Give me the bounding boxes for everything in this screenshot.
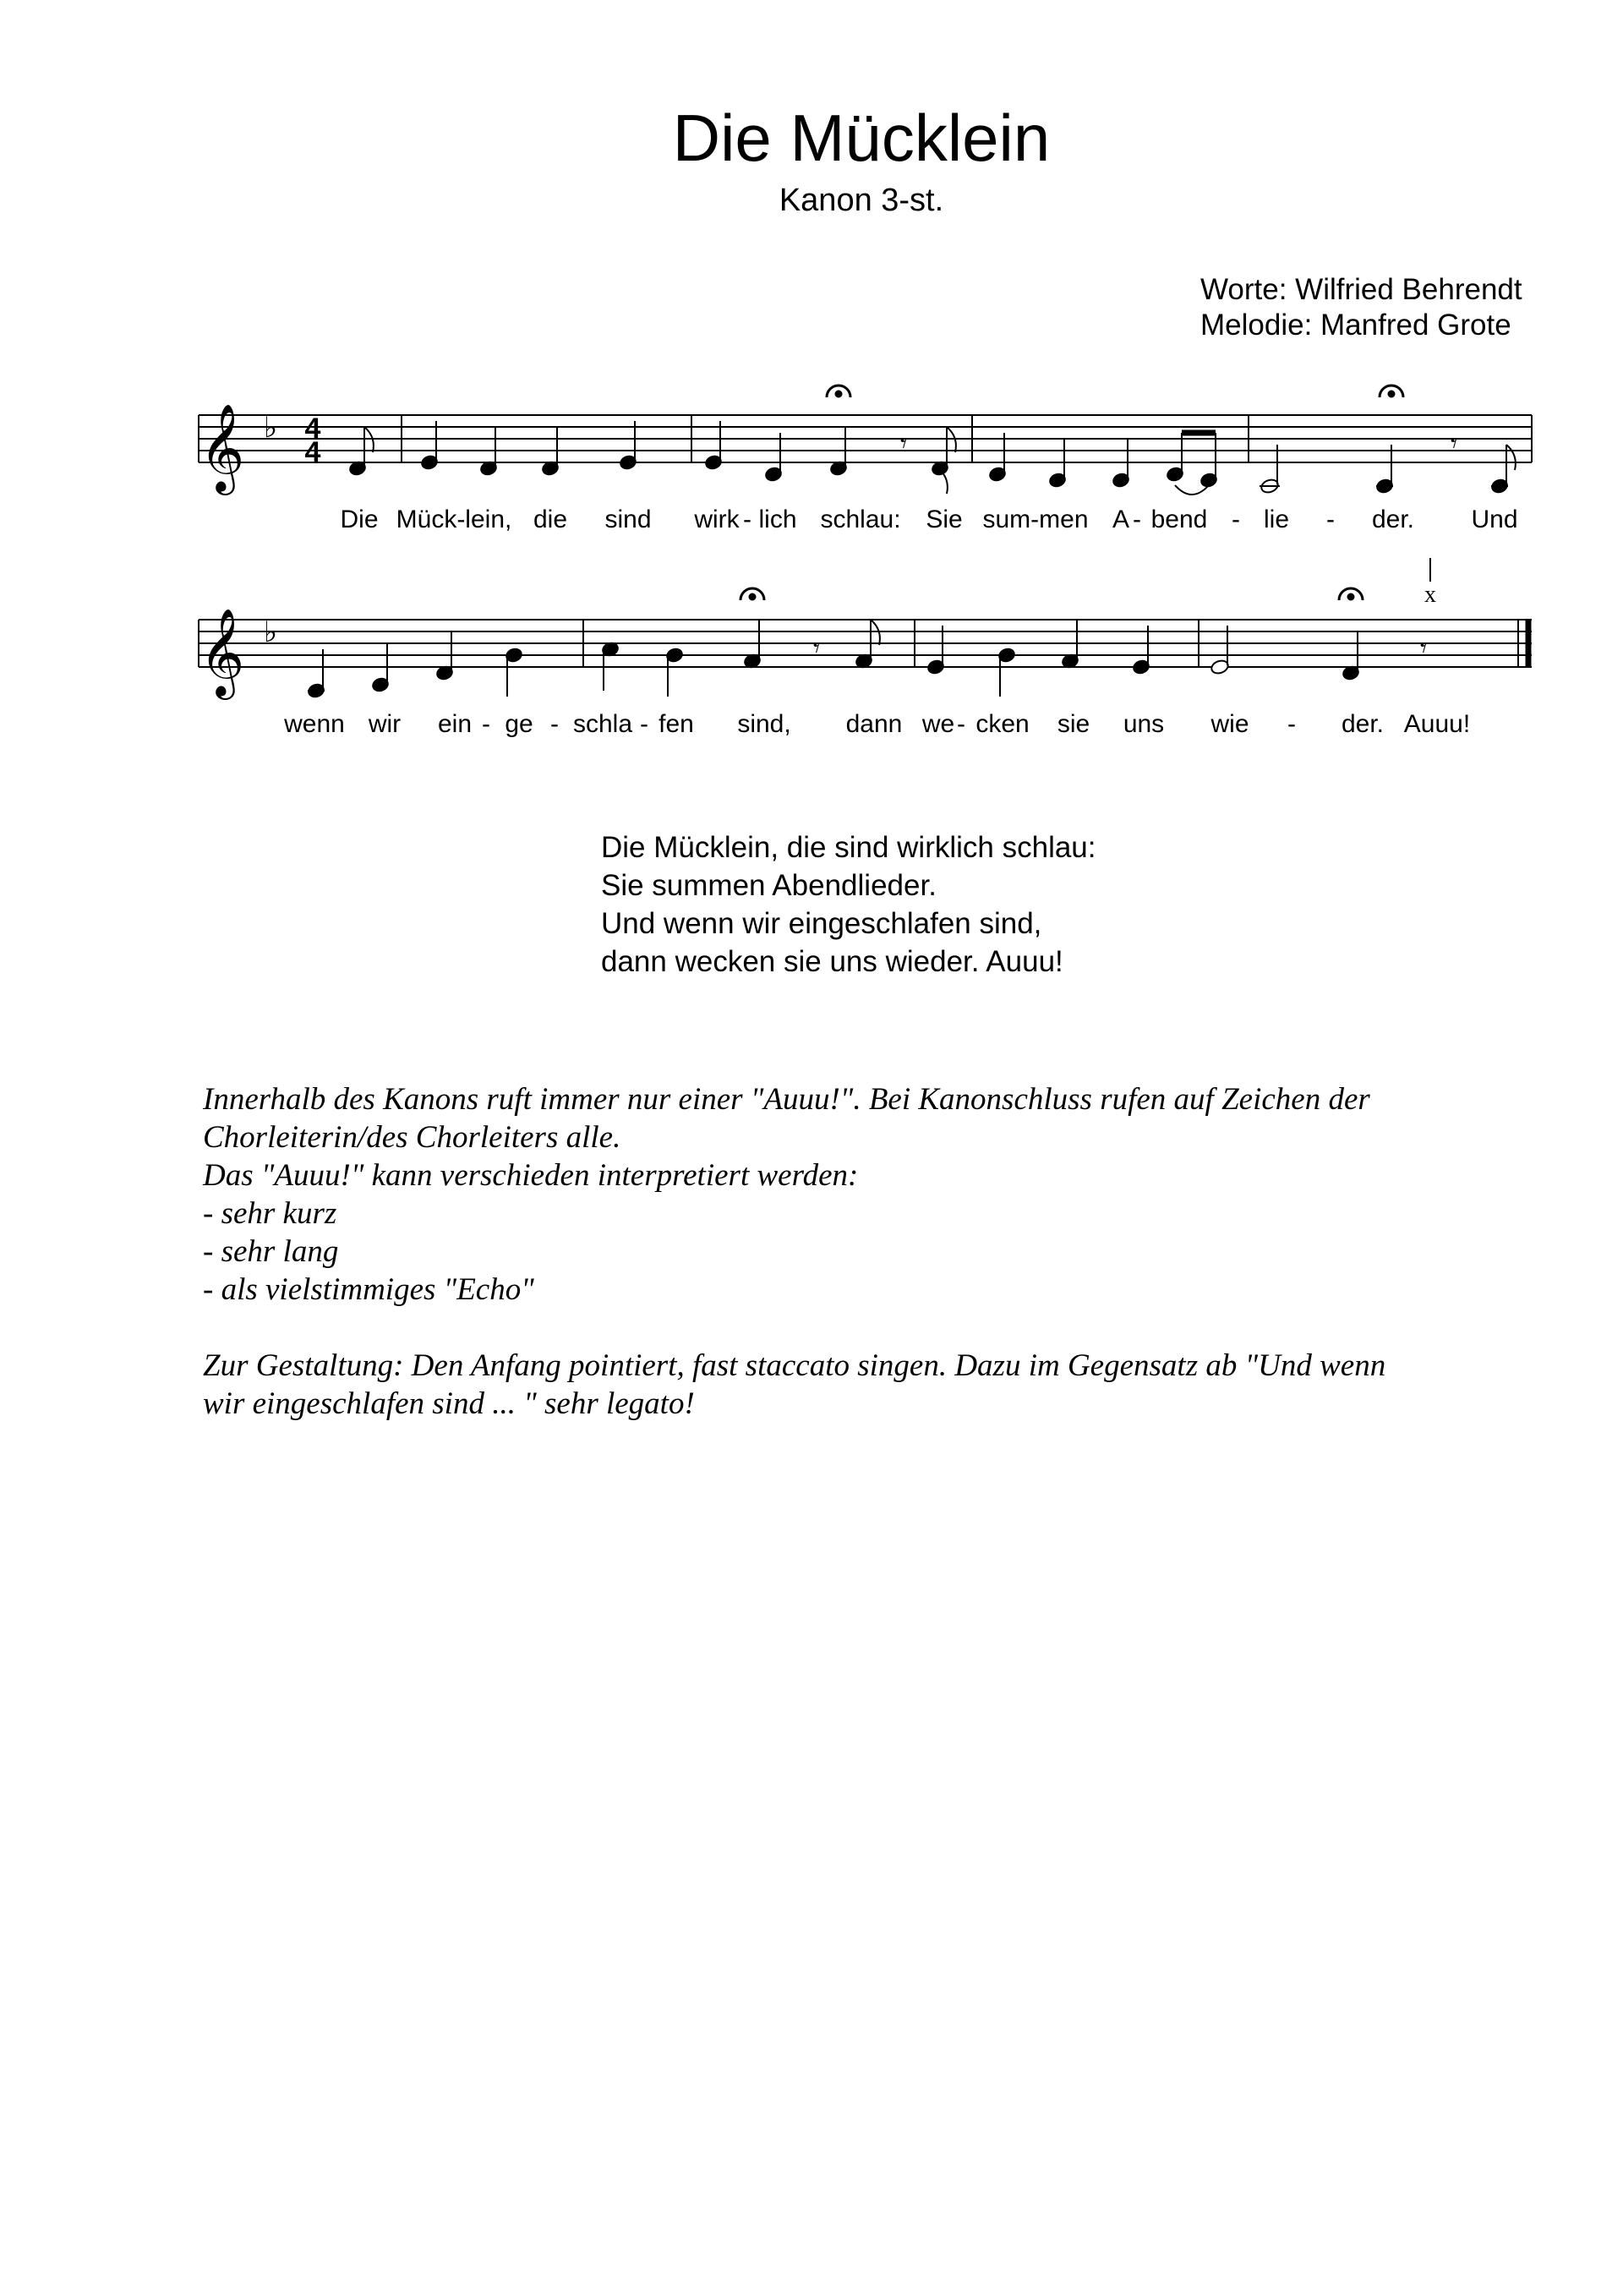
treble-clef-2: 𝄞 <box>199 608 245 697</box>
eighth-rest: 𝄾 <box>1451 429 1457 459</box>
notes-list-item: - sehr kurz <box>203 1196 337 1231</box>
eighth-rest: 𝄾 <box>900 429 907 459</box>
lyricist-credit: Worte: Wilfried Behrendt <box>1200 273 1522 306</box>
stanza-line: Sie summen Abendlieder. <box>601 869 937 902</box>
time-signature <box>305 413 321 468</box>
staff-system-1 <box>199 415 1532 462</box>
performance-notes <box>203 1080 1488 1423</box>
eighth-rest: 𝄾 <box>813 634 820 664</box>
lyric-syllable: sind, <box>737 710 791 738</box>
lyric-syllable: fen <box>658 710 694 738</box>
song-title: Die Mücklein <box>672 101 1051 175</box>
lyric-syllable: sum-men <box>982 506 1089 533</box>
lyric-syllable: - <box>957 710 965 738</box>
lyric-syllable: sind <box>604 506 652 533</box>
lyric-syllable: wir <box>368 710 402 738</box>
time-signature-top: 4 <box>304 413 321 445</box>
notes-line: wir eingeschlafen sind ... " sehr legato! <box>203 1386 695 1421</box>
fermatas-system-2 <box>740 588 1363 600</box>
music-score <box>0 0 1623 761</box>
lyric-syllable: wenn <box>284 710 345 738</box>
lyric-syllable: wirk <box>694 506 740 533</box>
lyric-syllable: we <box>921 710 955 738</box>
key-signature-flat-2: ♭ <box>264 615 278 649</box>
lyric-syllable: A <box>1112 506 1130 533</box>
lyric-syllable: ge <box>505 710 533 738</box>
lyric-syllable: - <box>640 710 648 738</box>
lyric-syllable: dann <box>845 710 903 738</box>
lyric-syllable: - <box>743 506 751 533</box>
breath-mark: x <box>1424 582 1436 608</box>
lyric-syllable: Die <box>340 506 379 533</box>
lyrics-system-1 <box>340 506 1517 533</box>
lyric-syllable: cken <box>975 710 1030 738</box>
paragraph-gap <box>203 1309 1488 1347</box>
lyric-syllable: - <box>1232 506 1240 533</box>
notes-line: Innerhalb des Kanons ruft immer nur einer "Auuu!". Bei Kanonschluss rufen auf Zeichen der <box>203 1082 1370 1117</box>
lyric-syllable: der. <box>1371 506 1415 533</box>
lyric-syllable: schlau: <box>820 506 901 533</box>
composer-credit: Melodie: Manfred Grote <box>1200 309 1511 342</box>
eighth-rest: 𝄾 <box>1420 634 1427 664</box>
song-subtitle: Kanon 3-st. <box>779 183 944 218</box>
lyric-syllable: lich <box>758 506 797 533</box>
notes-list-item: - sehr lang <box>203 1234 339 1269</box>
lyric-syllable: lie <box>1263 506 1290 533</box>
notes-line: Zur Gestaltung: Den Anfang pointiert, fast staccato singen. Dazu im Gegensatz ab "Und wenn <box>203 1348 1386 1383</box>
notes-line: Das "Auuu!" kann verschieden interpretiert werden: <box>203 1158 859 1193</box>
notes-line: Chorleiterin/des Chorleiters alle. <box>203 1120 621 1155</box>
lyric-syllable: schla <box>572 710 633 738</box>
lyric-syllable: Mück-lein, <box>396 506 512 533</box>
lyric-syllable: bend <box>1150 506 1208 533</box>
lyric-syllable: - <box>550 710 559 738</box>
key-signature-flat-1: ♭ <box>264 411 278 445</box>
lyric-syllable: - <box>1287 710 1296 738</box>
lyric-syllable: - <box>1326 506 1335 533</box>
lyric-syllable: Auuu! <box>1403 710 1471 738</box>
time-signature-bottom: 4 <box>304 436 321 468</box>
lyric-syllable: - <box>1133 506 1141 533</box>
lyric-syllable: uns <box>1123 710 1165 738</box>
fermatas-system-1 <box>827 385 1403 397</box>
lyric-syllable: Und <box>1471 506 1518 533</box>
rests-system-2 <box>813 634 1427 664</box>
lyrics-stanza <box>601 828 1096 981</box>
stanza-line: dann wecken sie uns wieder. Auuu! <box>601 945 1063 978</box>
lyric-syllable: - <box>482 710 490 738</box>
stanza-line: Die Mücklein, die sind wirklich schlau: <box>601 831 1096 864</box>
lyric-syllable: Sie <box>926 506 963 533</box>
notes-system-1 <box>348 421 1516 495</box>
lyrics-system-2 <box>283 710 1470 738</box>
treble-clef-1: 𝄞 <box>199 403 245 492</box>
lyric-syllable: wie <box>1210 710 1249 738</box>
lyric-syllable: ein <box>437 710 473 738</box>
rests-system-1 <box>900 429 1457 459</box>
lyric-syllable: sie <box>1057 710 1090 738</box>
stanza-line: Und wenn wir eingeschlafen sind, <box>601 907 1042 940</box>
lyric-syllable: der. <box>1341 710 1385 738</box>
notes-list-item: - als vielstimmiges "Echo" <box>203 1272 534 1307</box>
lyric-syllable: die <box>533 506 568 533</box>
